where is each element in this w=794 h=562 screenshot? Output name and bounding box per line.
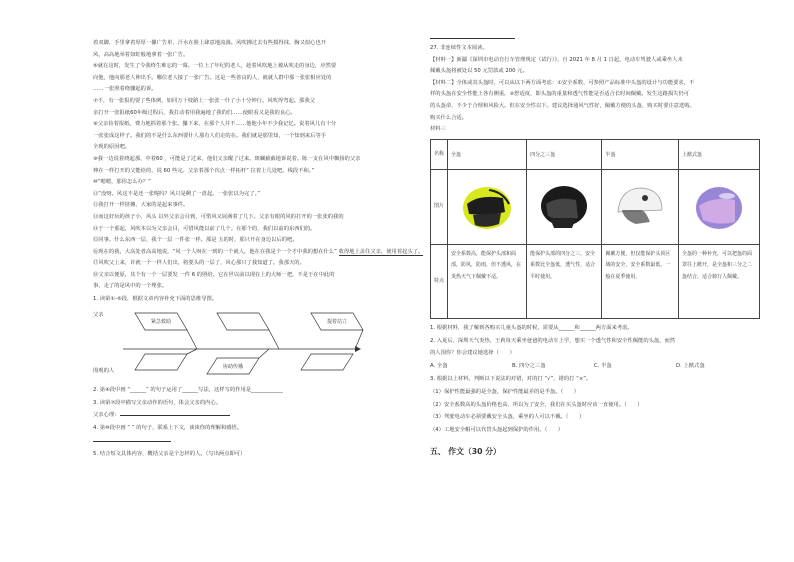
- full-helmet-icon: [459, 182, 515, 232]
- flip-up-helmet-icon: [691, 182, 747, 232]
- passage-line: 风，高高地举着如虹般地拿着一张广告。: [93, 51, 189, 58]
- three-quarter-helmet-features: 能保护头部的四分之三，安全系数比全盔低，透气性，适合平时使用。: [527, 244, 602, 318]
- material-1: 【材料一】新疆《深圳市电动自行车管理规定（试行）》，自 2021 年 8 月 1 日起，电动车驾驶人或乘坐人未: [430, 56, 683, 63]
- reading-passage: [93, 38, 424, 293]
- diagram-label-father: 父亲: [93, 311, 104, 318]
- table-cell-half-helmet: 半盔: [602, 139, 679, 169]
- diagram-label-crowd: 围观的人: [93, 367, 115, 374]
- helmet-question-1: 1. 根据材料，我了解到各购买儿童头盔的时候，需要从______和______两方面来考虑。: [430, 324, 633, 331]
- right-column: [430, 38, 760, 457]
- choice-options: [430, 360, 760, 373]
- question-3-label: 父亲心理：: [93, 412, 120, 419]
- material-2-cont: 购买什么合适。: [430, 114, 468, 121]
- half-helmet-icon: [612, 182, 668, 232]
- material-2-cont: 样的头盔在安全性能上各有侧重。②舒适度，即头盔的重量和透气性能是否适合长时间佩戴。发生这路损失仍可: [430, 91, 690, 98]
- answer-blank[interactable]: [120, 409, 230, 416]
- passage-line: 向他，他向那老人伸出手。哪位老人接了一张广告。这是一些善良的人，就就人群中那一张张相应处的: [93, 74, 332, 81]
- mind-map-lines: [93, 308, 415, 380]
- passage-line: ⑬而这好玩的孩子小，风头 以外父亲会目到，可惜风又展满着了几下。父亲有眼的风的打开的一张张的我的: [93, 213, 344, 220]
- question-3: 3. 读第⑦段中描写父亲动作的语句，体会父亲的内心。: [93, 399, 222, 406]
- table-cell-three-quarter-helmet: 四分之三盔: [527, 139, 602, 169]
- three-quarter-helmet-icon: [536, 182, 592, 232]
- option-b[interactable]: B. 四分之三盔: [512, 363, 546, 370]
- material-3-title: 材料三: [430, 126, 446, 133]
- table-row: [431, 169, 760, 244]
- diagram-box-5: 协助传播: [222, 363, 243, 370]
- helmet-question-3: 3. 根据以上材料，判断以下说法的对错，对的打 “√”，错的打 “×”。: [430, 375, 592, 382]
- passage-line: ⑱父亲以便原，其个有一个一层要发 一件 6 的照给。它在世以前以现在上的大师一把，不是于在中此的: [93, 271, 335, 278]
- flip-up-helmet-features: 全盔的一种补充，可以把盔的面罩往上掀开，是全盔和三分之二盔结合，适合骑行人佩戴。: [679, 244, 760, 318]
- passage-line: [93, 247, 424, 259]
- answer-line: [93, 435, 415, 448]
- helmet-question-2-cont: 的人围你？你会建议她选择（ ）: [430, 350, 515, 357]
- passage-line: ⑩“嗯嗯，那你怎么办？”: [93, 179, 151, 186]
- table-row: [431, 139, 760, 169]
- passage-line: 着双脚，手里拿着厚厚一摞广告单，汗水在脸上肆意地流淌。风吹拂过去有些摸得抹，胸又似心也开: [93, 40, 327, 46]
- mind-map-diagram: [93, 308, 415, 380]
- material-2: 【材料二】全体或其头盔时，可以从以下两方面考虑：①安全系数，可参照产品标准中头盔的设计与功能要求，不: [430, 79, 695, 86]
- flip-up-helmet-image: [679, 169, 760, 244]
- table-row: [431, 244, 760, 318]
- answer-line-top[interactable]: [430, 38, 515, 39]
- judge-item: （4）工地安全帽可以代替头盔起到保护的作用。（ ）: [430, 427, 564, 434]
- table-header-name: 名称: [431, 139, 448, 169]
- passage-line: ……一张照着绕骤起的诉。: [93, 86, 157, 93]
- passage-line: ⑪“没呀。风这不是还一张呢吗？风只是剩了一盘起。一张张以为完了。”: [93, 190, 261, 197]
- judge-item: （2）安全系数高的头盔价格也高，所以为了安全，我们在买头盔时应该一直使用。（ ）: [430, 401, 643, 408]
- question-27: 27. 非连续性文本阅读。: [430, 45, 488, 51]
- material-2-cont: 的头盔命，不少于合理和风险大。但在安全性以下。建议选择通风气性好，佩戴方便的头盔，购买时要注意选购。: [430, 102, 695, 109]
- full-helmet-image: [448, 169, 527, 244]
- question-2: 2. 第④段中画 “______” 的句子运用了______写法，这样写的作用是____________: [93, 386, 283, 393]
- passage-line: ⑭于一个那起，风吹本以为父亲会目，可惜风能以前了几个。在那个的，我们以前的东西们的。: [93, 225, 316, 232]
- table-cell-full-helmet: 全盔: [448, 139, 527, 169]
- passage-line: 事，走了的是风中的一个理张。: [93, 283, 168, 290]
- passage-text: ⑯现在的我，大高处者高高地说，“风一个人呀在一到的一个就人，他在在我是个一个才中我的想在什么”: [93, 248, 337, 255]
- question-3-answer-line: [93, 409, 415, 422]
- passage-line: 一张张成这样子。我们的不是什么东西要什人那有人们走的在。我们就是那里知，一个知到来后等手: [93, 132, 327, 139]
- passage-line: ⑰风吹父上来，许就一个一样人们出，将要头的一层了，风心那只了我知道了。我那天的。: [93, 260, 305, 267]
- table-header-features: 特点: [431, 244, 448, 318]
- table-cell-flip-up-helmet: 上掀式盔: [679, 139, 760, 169]
- passage-line: 伸在一样打开的父能给的，说 60 些完。父亲着那个次点一样拓杆“ 拉着上几处吧。线段不和。”: [93, 167, 315, 174]
- underlined-sentence: 收得地上盖住父亲，使用着起头了。: [338, 248, 424, 255]
- material-1-cont: 佩戴头盔将被处以 50 元罚款或 200 元。: [430, 68, 528, 75]
- passage-line: ⑧父亲捡着报纸，费力地抓着那个张。攥下来，在那个人并不……他他小年不少我记忆。说着风儿有十分: [93, 121, 337, 128]
- passage-line: ⑨我一边说着绕起那，中着60 ，可能是了过来，他们父亲醒了过来。斑斓截截地诉说着。陈一支在风中飘扬的父亲: [93, 155, 361, 162]
- passage-line: ⑮同事。什么东西一层，我个一层 一件张一样。那是 五的时，那只开在身边以后的吧。: [93, 237, 298, 244]
- full-helmet-features: 安全系数高，能保护头部和面部，防风，防雨，但不透风，在炎热天气下佩戴不适。: [448, 244, 527, 318]
- diagram-box-1: 紧急救助: [150, 318, 171, 325]
- left-column: [93, 38, 424, 461]
- passage-line: 全现的原因吧。: [93, 144, 131, 151]
- judge-item: （1）保护性能最强的是全盔，保护性能最差的是半盔。（ ）: [430, 388, 580, 395]
- passage-line: ⑥就在这时，发生了令我终生难忘的一幕。一位上了年纪的老人，趁着风吹地上被从吹走的身边，应然要: [93, 63, 337, 70]
- helmet-comparison-table: [430, 139, 760, 319]
- option-d[interactable]: D. 上掀式盔: [676, 363, 705, 370]
- half-helmet-image: [602, 169, 679, 244]
- question-1: 1. 读第①-⑥段，根据文章内容补充下面的思维导图。: [93, 296, 218, 303]
- passage-line: ⑫我打开一样挤摊，大家的是起来事件。: [93, 202, 189, 209]
- three-quarter-helmet-image: [527, 169, 602, 244]
- option-a[interactable]: A. 全盔: [430, 363, 448, 370]
- passage-line: 亲打开一张报纸60年级过程后，我打动着用我遍地了我的们……使眼看又是我的良心。: [93, 109, 296, 116]
- passage-line: ⑦不，有一张报的要了些体例，如同万十枝路上一张张一什了小十分钟行。风吹得弯起。那我父: [93, 97, 315, 104]
- helmet-question-2: 2. 入夏后，深圳天气炎热，王莉每天乘坐爸爸的电动车上学，想买一个透气性和安全性佩能的头盔，而然: [430, 337, 676, 344]
- diagram-box-3: 提着站立: [326, 318, 347, 325]
- half-helmet-features: 佩戴方便，但仅能保护头顶区域的安全，安全系数最低，一般在夏季使用。: [602, 244, 679, 318]
- question-4: 4. 第⑩段中画 “ ” 的句子，联系上下文，谈谈你的理解和感悟。: [93, 425, 243, 432]
- option-c[interactable]: C. 半盔: [594, 363, 612, 370]
- section-heading-composition: 五、 作文（30 分）: [430, 446, 501, 456]
- table-header-picture: 图片: [431, 169, 448, 244]
- answer-blank[interactable]: [93, 435, 171, 442]
- judge-item: （3）驾驶电动车必须要戴安全头盔，乘坐的人可以不戴。（ ）: [430, 414, 585, 421]
- question-5: 5. 结合短文具体内容，概括父亲是个怎样的人。（写出两点即可）: [93, 450, 246, 457]
